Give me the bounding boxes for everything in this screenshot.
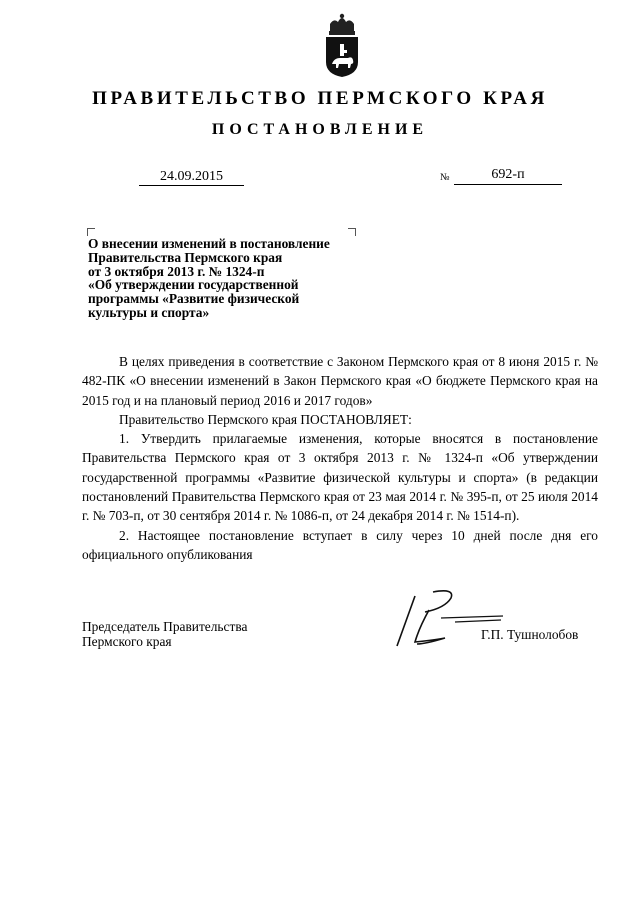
number-sign: №: [440, 172, 450, 183]
subject-line: О внесении изменений в постановление: [88, 236, 330, 251]
body-paragraph: В целях приведения в соответствие с Законом Пермского края от 8 июня 2015 г. № 482-ПК «О внесении изменений в Закон Пермского края «О бюджете Пермского края на 2015 год и на плановый период 2016 и 2017 годов»: [82, 354, 598, 408]
document-body: [82, 352, 598, 564]
body-paragraph: 2. Настоящее постановление вступает в силу через 10 дней после дня его официального опубликования: [82, 527, 598, 562]
body-paragraph: Правительство Пермского края ПОСТАНОВЛЯЕТ:: [119, 411, 412, 427]
position-line: Пермского края: [82, 633, 172, 649]
subject-line: Правительства Пермского края: [88, 249, 283, 265]
body-paragraph: 1. Утвердить прилагаемые изменения, которые вносятся в постановление Правительства Пермского края от 3 октября 2013 г. № 1324-п «Об утверждении государственной программы «Развитие физической культуры и спорта» (в редакции постановлений Правительства Пермского края от 23 мая 2014 г. № 395-п, от 25 июля 2014 г. № 703-п, от 30 сентября 2014 г. № 1086-п, от 24 декабря 2014 г. № 1514-п).: [82, 431, 598, 524]
subject-line: культуры и спорта»: [88, 304, 210, 320]
subject-bracket-right: [348, 228, 356, 236]
document-type: ПОСТАНОВЛЕНИЕ: [211, 121, 429, 138]
signatory-name: Г.П. Тушнолобов: [481, 627, 579, 642]
subject-line: от 3 октября 2013 г. № 1324-п: [88, 263, 265, 279]
signatory-position: [82, 620, 247, 649]
document-subject: [88, 237, 378, 320]
perm-krai-coat-of-arms-icon: [322, 12, 362, 78]
subject-line: «Об утверждении государственной: [88, 277, 299, 293]
organization-title: ПРАВИТЕЛЬСТВО ПЕРМСКОГО КРАЯ: [92, 88, 548, 109]
subject-bracket-left: [87, 228, 95, 236]
subject-line: программы «Развитие физической: [88, 291, 300, 307]
position-line: Председатель Правительства: [82, 619, 248, 634]
document-date: 24.09.2015: [139, 168, 244, 186]
document-number: 692-п: [454, 165, 562, 185]
